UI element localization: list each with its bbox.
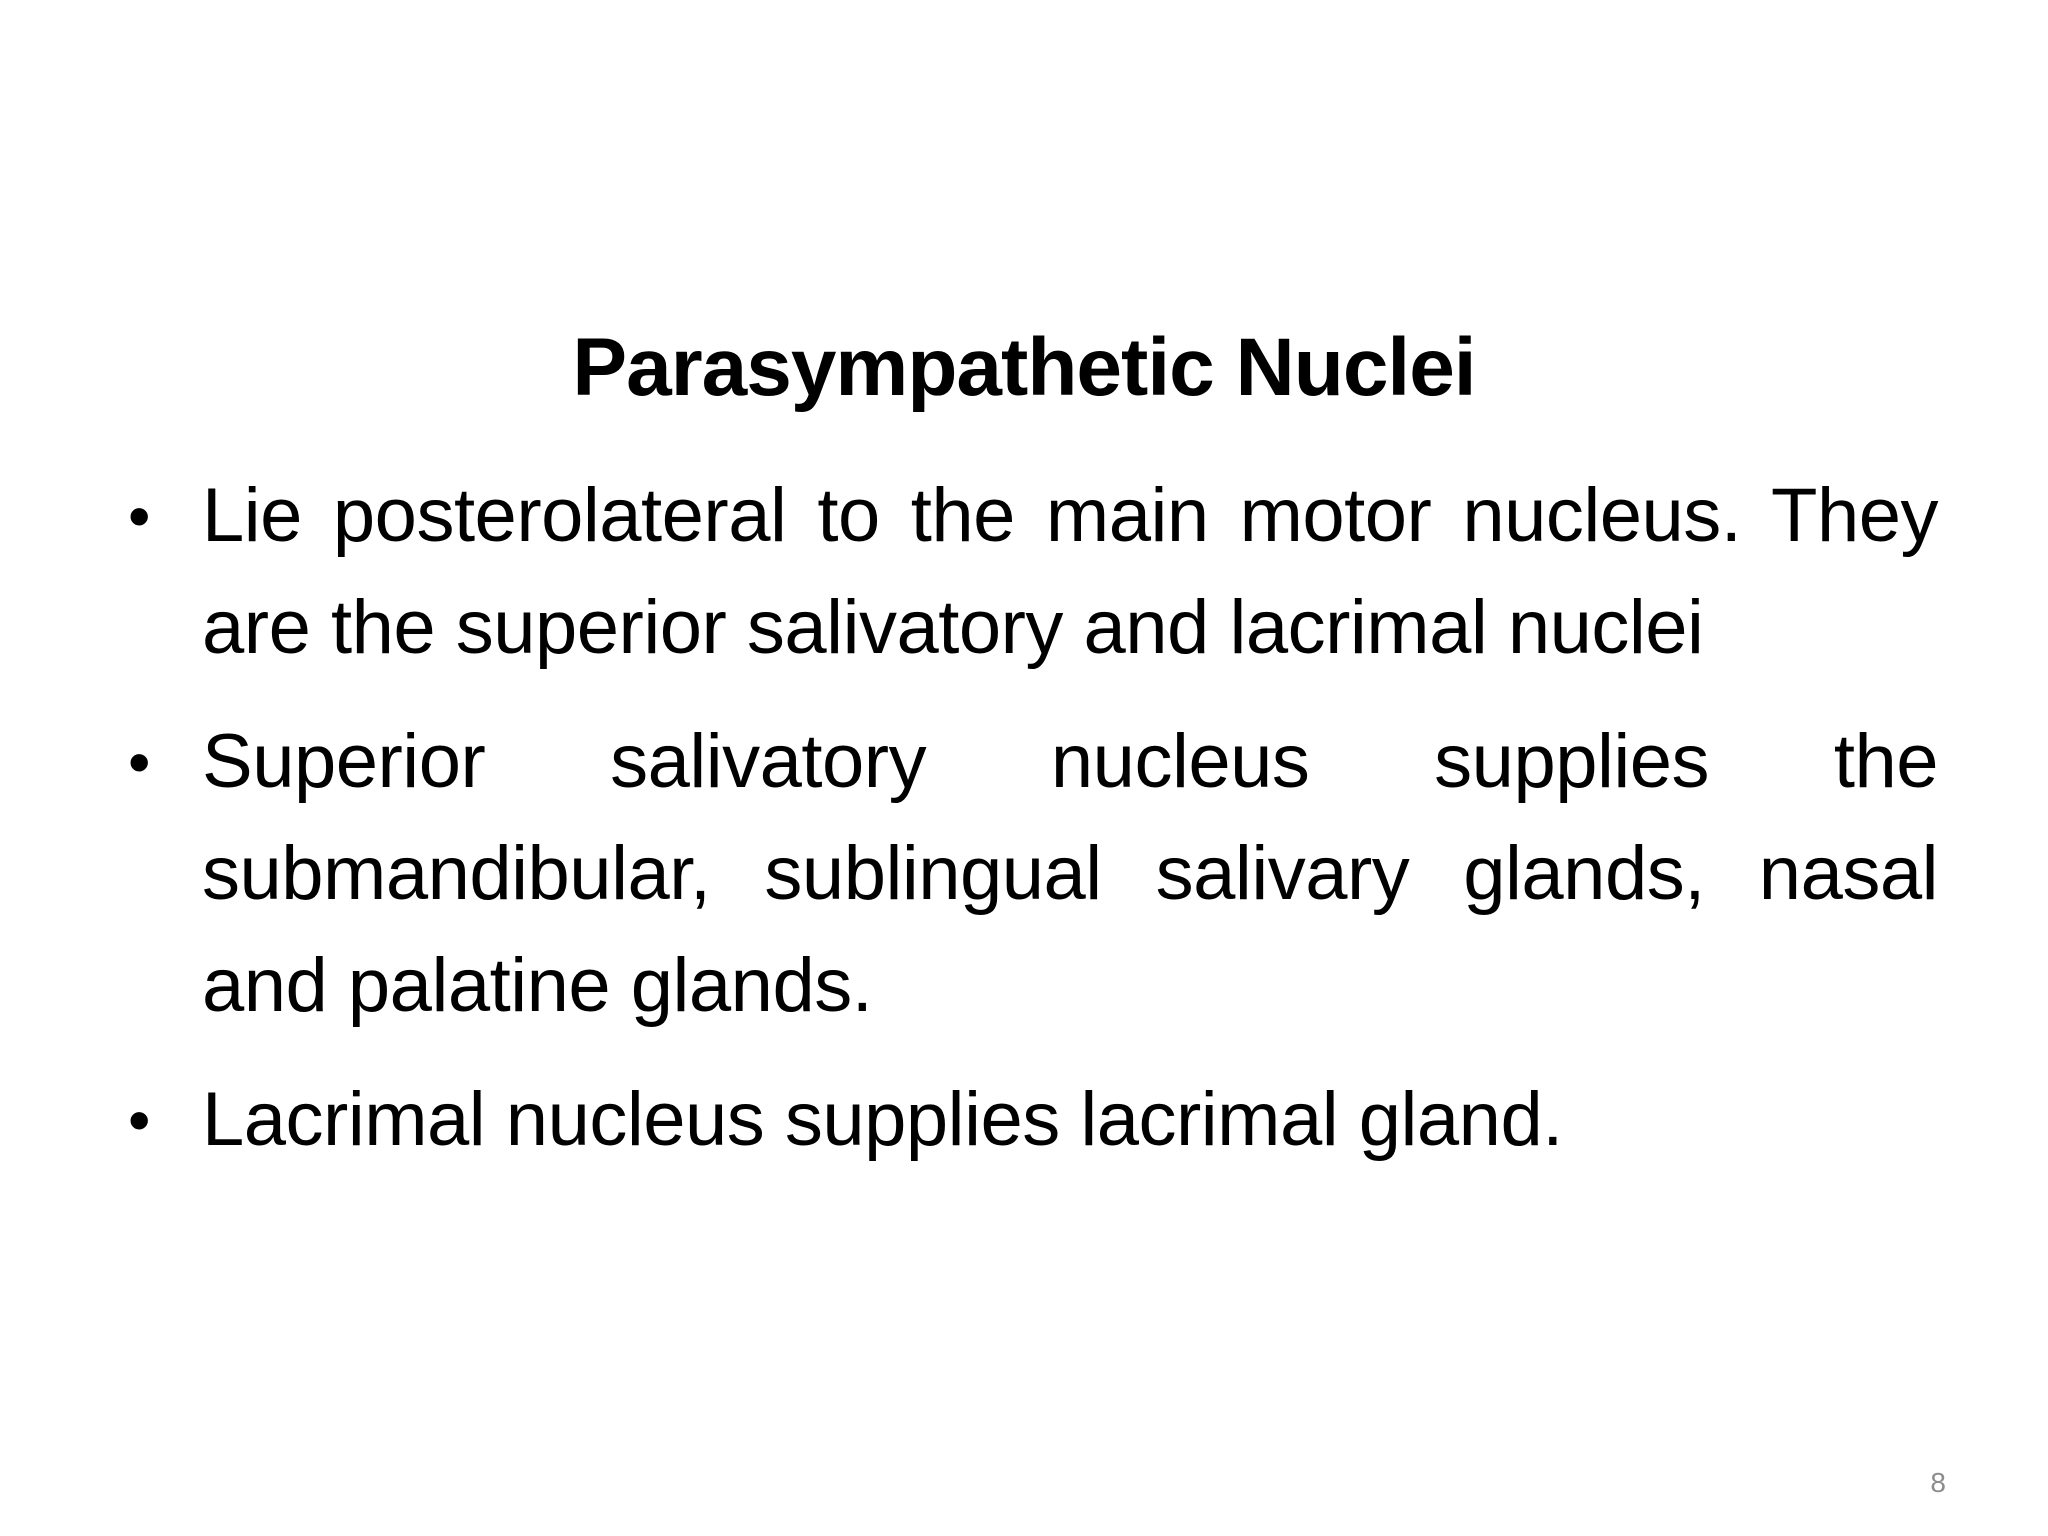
bullet-item	[118, 706, 1938, 1042]
page-number: 8	[1930, 1467, 1946, 1498]
bullet-text: Lacrimal nucleus supplies lacrimal gland.	[202, 1077, 1563, 1162]
bullet-item	[118, 460, 1938, 684]
bullet-marker: •	[128, 1084, 150, 1156]
bullet-item	[118, 1064, 1938, 1176]
bullet-text: Lie posterolateral to the main motor nucleus. They are the superior salivatory and lacrimal nuclei	[202, 473, 1938, 670]
bullet-marker: •	[128, 726, 150, 798]
slide-title: Parasympathetic Nuclei	[572, 322, 1476, 413]
bullet-list	[118, 460, 1938, 1198]
bullet-text: Superior salivatory nucleus supplies the submandibular, sublingual salivary glands, nasal and palatine glands.	[202, 719, 1938, 1028]
bullet-marker: •	[128, 480, 150, 552]
